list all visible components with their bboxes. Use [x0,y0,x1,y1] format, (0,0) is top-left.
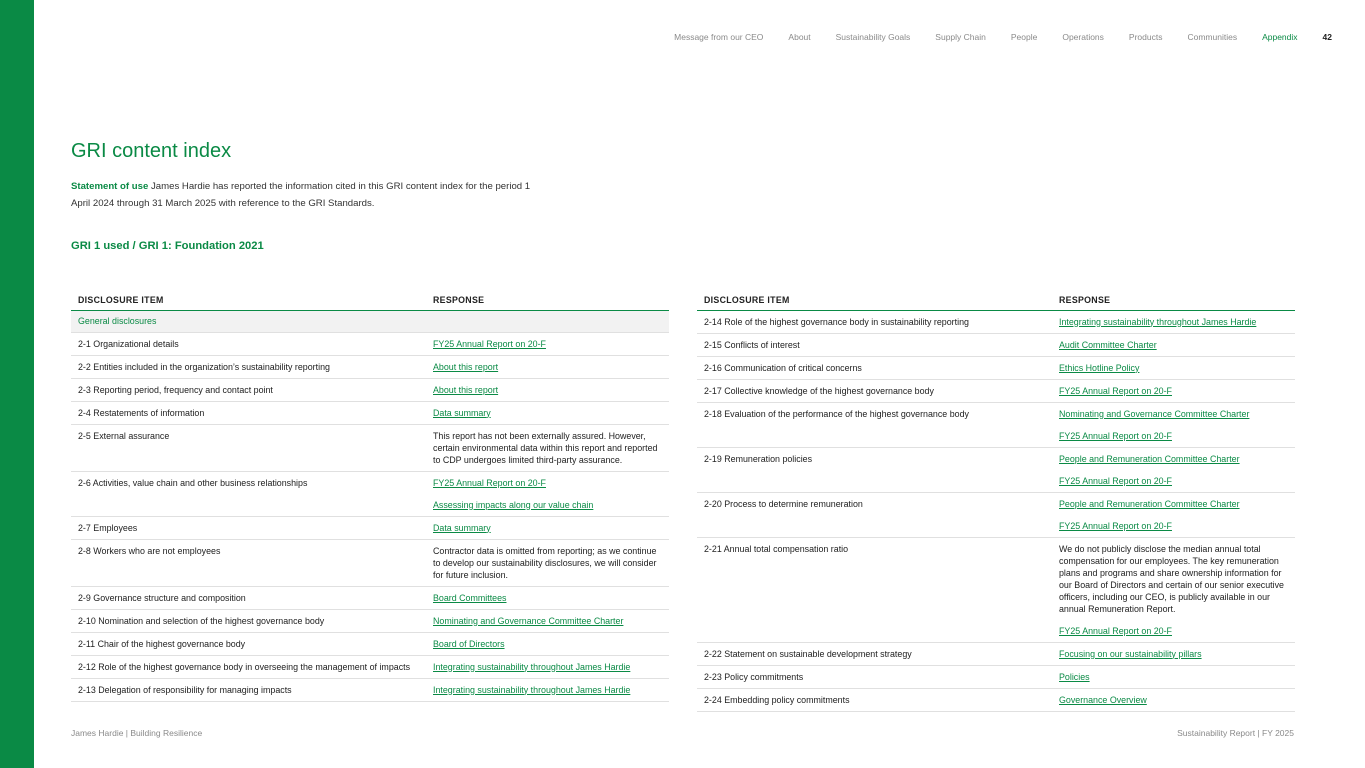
column-header-item: DISCLOSURE ITEM [71,290,426,310]
disclosure-response [1052,356,1295,379]
column-header-response: RESPONSE [426,290,669,310]
disclosure-response [1052,537,1295,642]
table-row [697,665,1295,688]
page-number: 42 [1322,32,1332,42]
table-row [697,402,1295,447]
nav-link-supply-chain[interactable]: Supply Chain [935,32,986,42]
disclosure-item: 2-10 Nomination and selection of the highest governance body [71,609,426,632]
top-navigation [649,31,1332,43]
footer-brand: James Hardie | Building Resilience [71,728,203,738]
response-link[interactable]: Integrating sustainability throughout James Hardie [1059,316,1257,327]
table-row [697,642,1295,665]
table-row [71,401,669,424]
disclosure-response [426,632,669,655]
disclosure-item: 2-15 Conflicts of interest [697,333,1052,356]
nav-link-appendix[interactable]: Appendix [1262,32,1298,42]
table-row [71,332,669,355]
disclosure-response [1052,447,1295,492]
nav-link-people[interactable]: People [1010,32,1038,42]
disclosure-item: 2-18 Evaluation of the performance of the highest governance body [697,402,1052,447]
disclosure-item: 2-8 Workers who are not employees [71,539,426,586]
response-text: This report has not been externally assured. However, certain environmental data within this report and reported to CDP undergoes limited third-party assurance. [433,430,658,465]
disclosure-response [1052,333,1295,356]
disclosure-response [1052,688,1295,711]
disclosure-table-left [71,290,669,702]
disclosure-response [426,678,669,701]
disclosure-item: 2-21 Annual total compensation ratio [697,537,1052,642]
disclosure-response [426,516,669,539]
table-row [697,688,1295,711]
response-link[interactable]: FY25 Annual Report on 20-F [1059,385,1172,396]
response-link[interactable]: Ethics Hotline Policy [1059,362,1140,373]
disclosure-response [1052,402,1295,447]
disclosure-item: 2-5 External assurance [71,424,426,471]
response-link[interactable]: Governance Overview [1059,694,1147,705]
table-row [71,378,669,401]
statement-of-use [71,179,531,212]
disclosure-response [426,424,669,471]
table-row [71,355,669,378]
disclosure-item: 2-12 Role of the highest governance body in overseeing the management of impacts [71,655,426,678]
disclosure-item: 2-16 Communication of critical concerns [697,356,1052,379]
statement-label: Statement of use [71,181,149,192]
disclosure-response [426,401,669,424]
response-link[interactable]: About this report [433,361,499,372]
disclosure-response [426,378,669,401]
disclosure-response [1052,310,1295,333]
response-link[interactable]: Audit Committee Charter [1059,339,1157,350]
disclosure-response [1052,665,1295,688]
response-link[interactable]: FY25 Annual Report on 20-F [1059,625,1172,636]
disclosure-response [426,609,669,632]
nav-link-products[interactable]: Products [1128,32,1163,42]
response-link[interactable]: Nominating and Governance Committee Charter [433,615,624,626]
response-link[interactable]: Board of Directors [433,638,505,649]
disclosure-item: 2-7 Employees [71,516,426,539]
table-row [71,516,669,539]
disclosure-response [426,539,669,586]
table-row [71,678,669,701]
disclosure-response [426,332,669,355]
disclosure-response [426,471,669,516]
response-link[interactable]: Integrating sustainability throughout James Hardie [433,684,631,695]
disclosure-response [426,586,669,609]
disclosure-response [1052,492,1295,537]
response-link[interactable]: About this report [433,384,499,395]
response-link[interactable]: Data summary [433,522,491,533]
nav-link-sustainability-goals[interactable]: Sustainability Goals [835,32,911,42]
statement-text: James Hardie has reported the information cited in this GRI content index for the period 1 April 2024 through 31 March 2025 with reference to the GRI Standards. [71,181,531,209]
response-link[interactable]: FY25 Annual Report on 20-F [433,338,546,349]
disclosure-response [426,355,669,378]
table-row [697,310,1295,333]
nav-link-operations[interactable]: Operations [1062,32,1104,42]
table-row [697,379,1295,402]
table-row [71,655,669,678]
disclosure-item: 2-2 Entities included in the organization’s sustainability reporting [71,355,426,378]
section-label: General disclosures [71,310,669,332]
disclosure-item: 2-23 Policy commitments [697,665,1052,688]
disclosure-response [1052,642,1295,665]
column-header-response: RESPONSE [1052,290,1295,310]
response-link[interactable]: FY25 Annual Report on 20-F [1059,430,1172,441]
response-link[interactable]: People and Remuneration Committee Charter [1059,498,1240,509]
response-link[interactable]: People and Remuneration Committee Charter [1059,453,1240,464]
disclosure-response [426,655,669,678]
page-title: GRI content index [71,140,232,162]
disclosure-item: 2-11 Chair of the highest governance body [71,632,426,655]
response-link[interactable]: FY25 Annual Report on 20-F [433,477,546,488]
response-link[interactable]: Policies [1059,671,1090,682]
nav-link-ceo-message[interactable]: Message from our CEO [674,32,764,42]
response-link[interactable]: Board Committees [433,592,507,603]
table-row [71,609,669,632]
response-link[interactable]: Nominating and Governance Committee Charter [1059,408,1250,419]
disclosure-item: 2-13 Delegation of responsibility for managing impacts [71,678,426,701]
table-row [697,537,1295,642]
column-header-item: DISCLOSURE ITEM [697,290,1052,310]
table-row [71,586,669,609]
table-row [71,632,669,655]
disclosure-item: 2-4 Restatements of information [71,401,426,424]
response-text: We do not publicly disclose the median annual total compensation for our employees. The key remuneration plans and programs and share ownership information for our Board of Directors and certain of our senior executive officers, including our CEO, is publicly available in our annual Remuneration Report. [1059,543,1284,614]
disclosure-item: 2-9 Governance structure and composition [71,586,426,609]
disclosure-item: 2-20 Process to determine remuneration [697,492,1052,537]
disclosure-item: 2-1 Organizational details [71,332,426,355]
table-header-row [71,290,669,310]
table-row [71,471,669,516]
disclosure-table-right [697,290,1295,712]
table-row [71,424,669,471]
table-row [697,333,1295,356]
nav-link-communities[interactable]: Communities [1187,32,1238,42]
table-row [71,539,669,586]
gri-used-heading: GRI 1 used / GRI 1: Foundation 2021 [71,240,264,252]
disclosure-response [1052,379,1295,402]
response-text: Contractor data is omitted from reporting; as we continue to develop our sustainability disclosures, we will consider for future inclusion. [433,545,657,580]
table-header-row [697,290,1295,310]
footer-report-title: Sustainability Report | FY 2025 [1177,728,1294,738]
table-row [697,356,1295,379]
side-accent-bar [0,0,34,768]
disclosure-item: 2-22 Statement on sustainable development strategy [697,642,1052,665]
nav-link-about[interactable]: About [788,32,811,42]
disclosure-item: 2-3 Reporting period, frequency and contact point [71,378,426,401]
response-link[interactable]: Data summary [433,407,491,418]
table-row [697,492,1295,537]
table-row [697,447,1295,492]
response-link[interactable]: Integrating sustainability throughout James Hardie [433,661,631,672]
response-link[interactable]: FY25 Annual Report on 20-F [1059,475,1172,486]
response-link[interactable]: FY25 Annual Report on 20-F [1059,520,1172,531]
disclosure-item: 2-17 Collective knowledge of the highest governance body [697,379,1052,402]
disclosure-item: 2-6 Activities, value chain and other business relationships [71,471,426,516]
response-link[interactable]: Focusing on our sustainability pillars [1059,648,1202,659]
response-link[interactable]: Assessing impacts along our value chain [433,499,594,510]
section-row [71,310,669,332]
disclosure-item: 2-19 Remuneration policies [697,447,1052,492]
disclosure-item: 2-14 Role of the highest governance body in sustainability reporting [697,310,1052,333]
disclosure-item: 2-24 Embedding policy commitments [697,688,1052,711]
